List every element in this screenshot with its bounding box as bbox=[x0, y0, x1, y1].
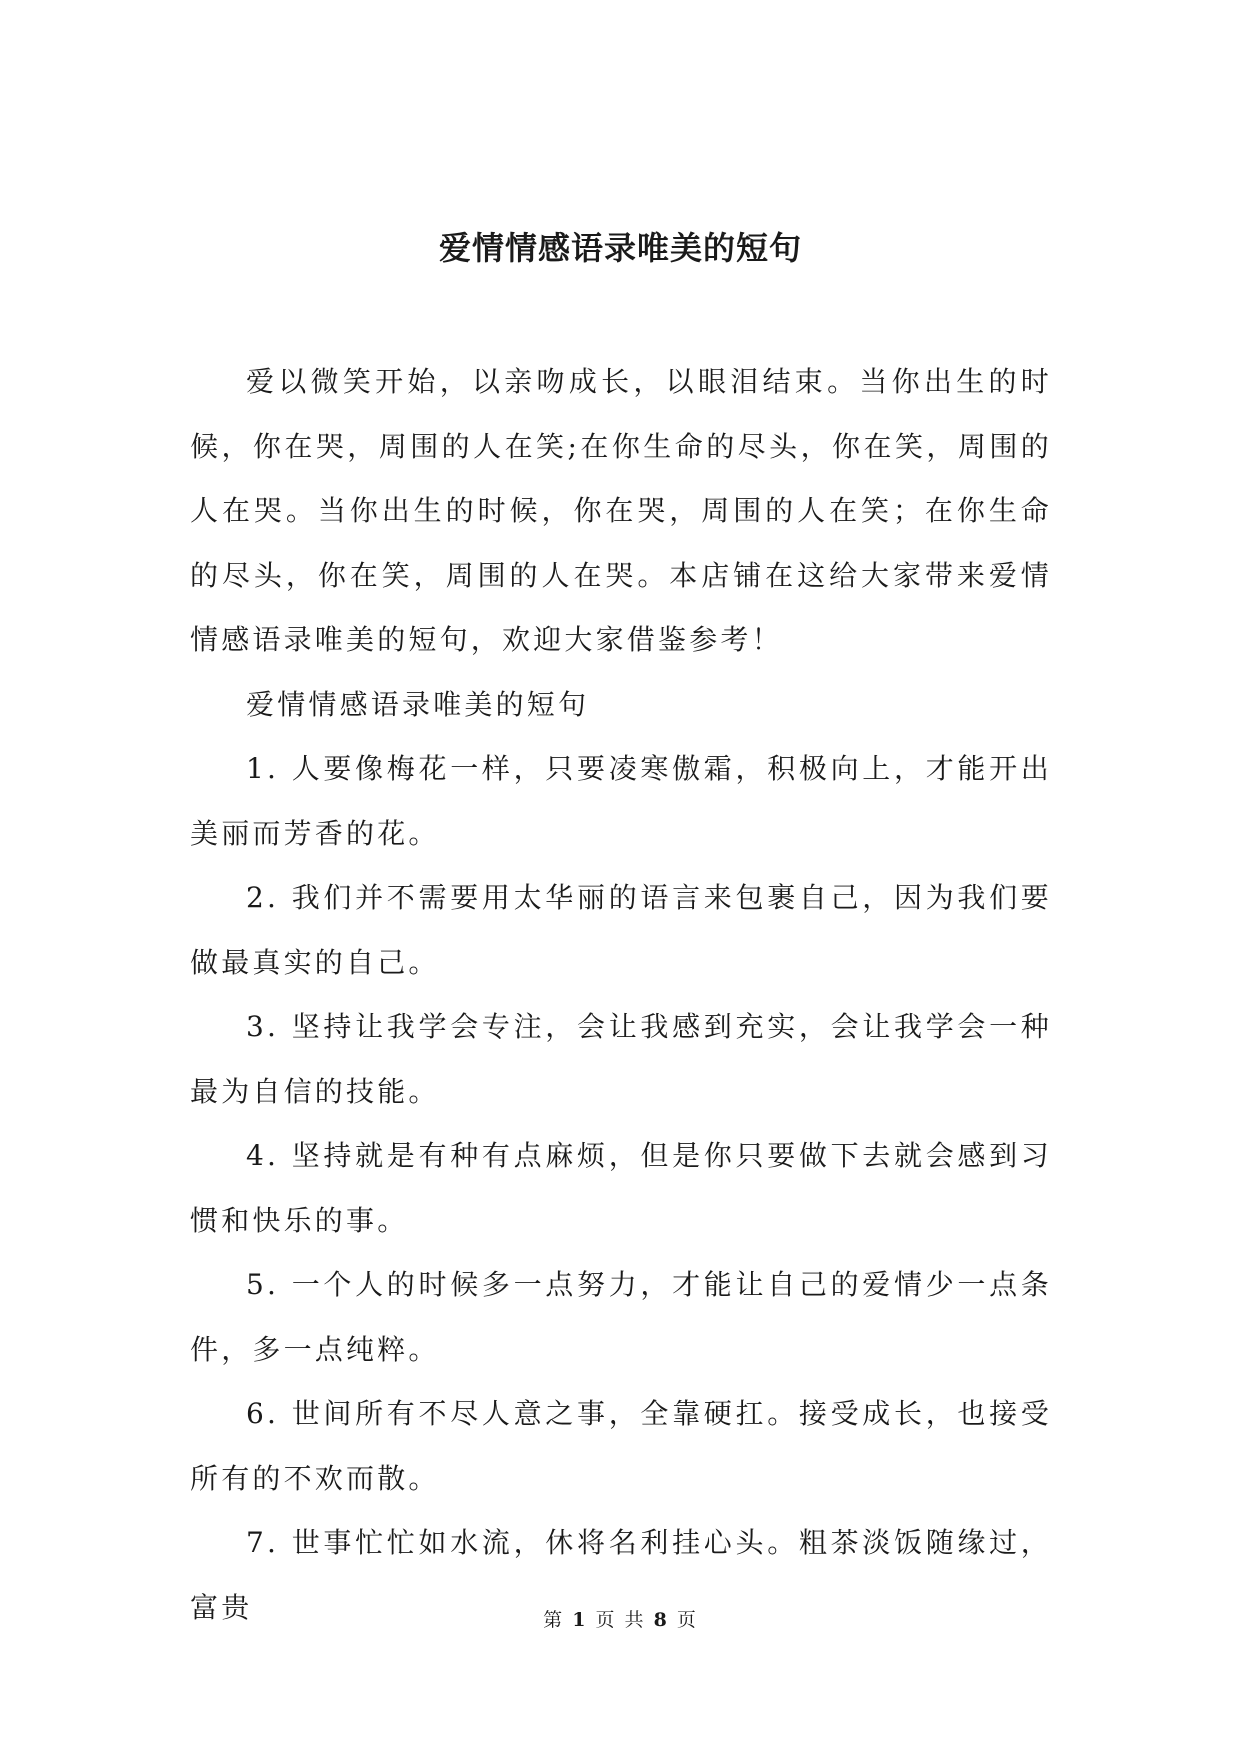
page-footer bbox=[0, 1606, 1241, 1634]
current-page-number: 1 bbox=[572, 1609, 588, 1631]
list-item: 7. 世事忙忙如水流，休将名利挂心头。粗茶淡饭随缘过，富贵 bbox=[190, 1526, 1052, 1624]
list-item: 2. 我们并不需要用太华丽的语言来包裹自己，因为我们要做最真实的自己。 bbox=[190, 881, 1052, 979]
list-item: 1. 人要像梅花一样，只要凌寒傲霜，积极向上，才能开出美丽而芳香的花。 bbox=[190, 752, 1052, 850]
total-page-count: 8 bbox=[653, 1609, 669, 1631]
section-subheading: 爱情情感语录唯美的短句 bbox=[246, 687, 590, 721]
footer-suffix: 页 bbox=[676, 1609, 698, 1631]
list-item: 4. 坚持就是有种有点麻烦，但是你只要做下去就会感到习惯和快乐的事。 bbox=[190, 1139, 1052, 1237]
footer-prefix: 第 bbox=[543, 1609, 565, 1631]
document-body bbox=[190, 350, 1052, 1640]
list-item: 3. 坚持让我学会专注，会让我感到充实，会让我学会一种最为自信的技能。 bbox=[190, 1010, 1052, 1108]
list-item: 5. 一个人的时候多一点努力，才能让自己的爱情少一点条件，多一点纯粹。 bbox=[190, 1268, 1052, 1366]
page-title: 爱情情感语录唯美的短句 bbox=[438, 229, 802, 267]
intro-paragraph: 爱以微笑开始，以亲吻成长，以眼泪结束。当你出生的时候，你在哭，周围的人在笑;在你生命的尽头，你在笑，周围的人在哭。当你出生的时候，你在哭，周围的人在笑；在你生命的尽头，你在笑，周围的人在哭。本店铺在这给大家带来爱情情感语录唯美的短句，欢迎大家借鉴参考！ bbox=[190, 365, 1052, 656]
list-item: 6. 世间所有不尽人意之事，全靠硬扛。接受成长，也接受所有的不欢而散。 bbox=[190, 1397, 1052, 1495]
footer-middle: 页 共 bbox=[595, 1609, 646, 1631]
